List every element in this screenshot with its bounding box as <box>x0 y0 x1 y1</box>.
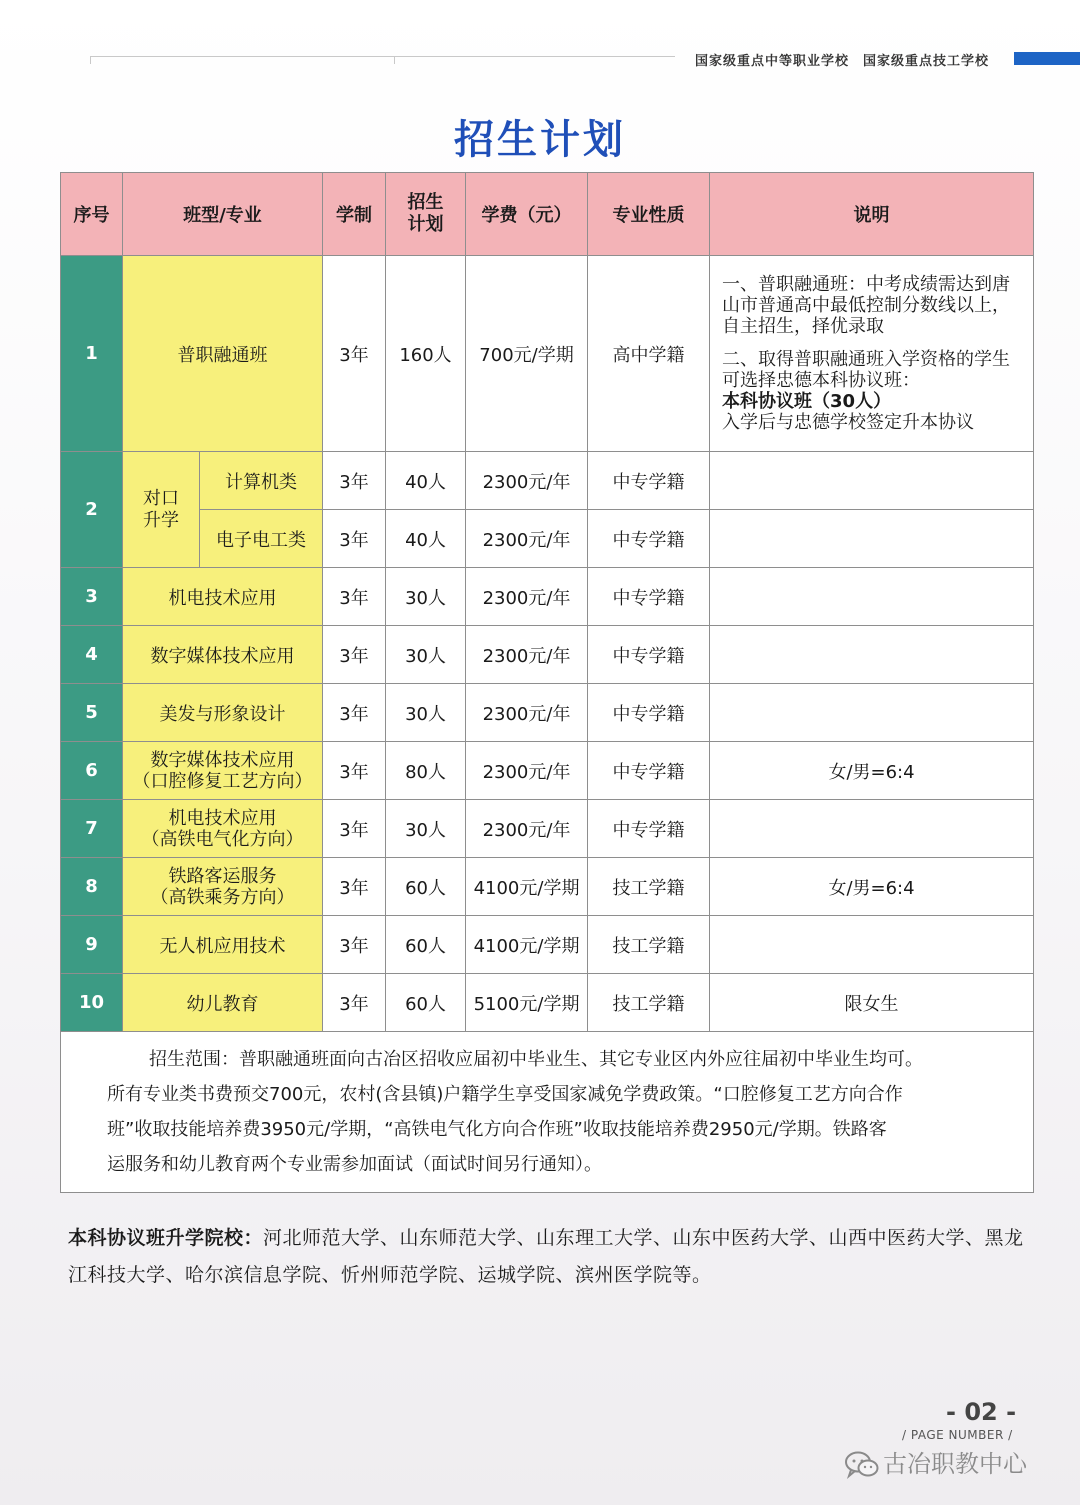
row-number: 2 <box>61 452 123 568</box>
row-fee: 4100元/学期 <box>466 916 588 974</box>
row-plan: 30人 <box>386 626 466 684</box>
row-number: 6 <box>61 742 123 800</box>
header-plan <box>386 173 466 256</box>
row-note <box>710 452 1034 510</box>
row-note: 女/男=6:4 <box>710 858 1034 916</box>
page-number-label: / PAGE NUMBER / <box>902 1428 1013 1442</box>
row-major-line-2: （高铁电气化方向） <box>141 828 304 850</box>
page-number: - 02 - <box>946 1398 1017 1426</box>
account-name: 古冶职教中心 <box>883 1450 1027 1478</box>
row-years: 3年 <box>323 800 386 858</box>
header-years: 学制 <box>323 173 386 256</box>
row-plan: 30人 <box>386 684 466 742</box>
table-row <box>61 452 1034 510</box>
header-no: 序号 <box>61 173 123 256</box>
scope-line-4: 运服务和幼儿教育两个专业需参加面试（面试时间另行通知）。 <box>107 1154 602 1175</box>
header-tag-technical-school: 国家级重点技工学校 <box>863 54 990 69</box>
row-fee: 5100元/学期 <box>466 974 588 1032</box>
table-footer-row <box>61 1032 1034 1193</box>
row-major-line-1: 机电技术应用 <box>168 807 277 829</box>
row-nature: 中专学籍 <box>588 510 710 568</box>
row-group <box>123 452 200 568</box>
header-tags <box>695 50 1003 69</box>
row-years: 3年 <box>323 974 386 1032</box>
wechat-icon <box>845 1451 879 1479</box>
row-note <box>710 626 1034 684</box>
enrollment-plan-table <box>60 172 1034 1193</box>
row-major <box>123 800 323 858</box>
table-row <box>61 626 1034 684</box>
row-years: 3年 <box>323 568 386 626</box>
row-years: 3年 <box>323 256 386 452</box>
note-paragraph-3: 入学后与忠德学校签定升本协议 <box>722 412 975 433</box>
row-major: 机电技术应用 <box>123 568 323 626</box>
row-major: 无人机应用技术 <box>123 916 323 974</box>
row-fee: 2300元/年 <box>466 684 588 742</box>
row-major-line-2: （口腔修复工艺方向） <box>132 770 313 792</box>
row-years: 3年 <box>323 626 386 684</box>
row-nature: 中专学籍 <box>588 452 710 510</box>
enrollment-scope-note <box>61 1032 1034 1193</box>
row-note <box>710 510 1034 568</box>
partner-list: 河北师范大学、山东师范大学、山东理工大学、山东中医药大学、山西中医药大学、黑龙江科技大学、哈尔滨信息学院、忻州师范学院、运城学院、滨州医学院等。 <box>68 1227 1024 1286</box>
row-note <box>710 800 1034 858</box>
row-note: 女/男=6:4 <box>710 742 1034 800</box>
row-plan: 160人 <box>386 256 466 452</box>
row-plan: 80人 <box>386 742 466 800</box>
row-nature: 高中学籍 <box>588 256 710 452</box>
row-number: 1 <box>61 256 123 452</box>
header-fee: 学费（元） <box>466 173 588 256</box>
row-nature: 中专学籍 <box>588 626 710 684</box>
table-row <box>61 742 1034 800</box>
row-plan: 30人 <box>386 800 466 858</box>
row-major-line-2: （高铁乘务方向） <box>150 886 295 908</box>
header-tag-secondary-school: 国家级重点中等职业学校 <box>695 54 850 69</box>
row-fee: 700元/学期 <box>466 256 588 452</box>
row-major: 美发与形象设计 <box>123 684 323 742</box>
note-paragraph-2: 二、取得普职融通班入学资格的学生可选择忠德本科协议班： <box>722 349 1011 391</box>
note-paragraph-1: 一、普职融通班：中考成绩需达到唐山市普通高中最低控制分数线以上，自主招生，择优录取 <box>722 274 1011 337</box>
row-plan: 40人 <box>386 510 466 568</box>
row-years: 3年 <box>323 452 386 510</box>
row-fee: 2300元/年 <box>466 568 588 626</box>
row-number: 7 <box>61 800 123 858</box>
row-fee: 2300元/年 <box>466 742 588 800</box>
row-major: 计算机类 <box>200 452 323 510</box>
row-note <box>710 256 1034 452</box>
scope-line-2: 所有专业类书费预交700元，农村(含县镇)户籍学生享受国家减免学费政策。“口腔修复工艺方向合作 <box>107 1084 903 1105</box>
scope-line-1: 招生范围：普职融通班面向古冶区招收应届初中毕业生、其它专业区内外应往届初中毕业生均可。 <box>149 1049 923 1070</box>
row-group-label: 对口升学 <box>143 487 179 531</box>
row-fee: 2300元/年 <box>466 452 588 510</box>
row-nature: 技工学籍 <box>588 858 710 916</box>
row-fee: 2300元/年 <box>466 626 588 684</box>
partner-universities <box>68 1220 1033 1294</box>
header-rule-tick <box>394 56 395 64</box>
page-title: 招生计划 <box>454 117 626 163</box>
row-note <box>710 568 1034 626</box>
row-nature: 中专学籍 <box>588 800 710 858</box>
header-rule <box>90 56 675 57</box>
row-major: 幼儿教育 <box>123 974 323 1032</box>
row-years: 3年 <box>323 742 386 800</box>
header-rule-tick <box>90 56 91 64</box>
row-major <box>123 858 323 916</box>
table-row <box>61 916 1034 974</box>
row-plan: 40人 <box>386 452 466 510</box>
row-years: 3年 <box>323 510 386 568</box>
row-fee: 2300元/年 <box>466 510 588 568</box>
row-major: 电子电工类 <box>200 510 323 568</box>
row-major: 数字媒体技术应用 <box>123 626 323 684</box>
table-row <box>61 568 1034 626</box>
row-number: 10 <box>61 974 123 1032</box>
row-number: 4 <box>61 626 123 684</box>
header-nature: 专业性质 <box>588 173 710 256</box>
row-fee: 2300元/年 <box>466 800 588 858</box>
partner-label: 本科协议班升学院校： <box>68 1227 264 1249</box>
table-header-row <box>61 173 1034 256</box>
row-number: 3 <box>61 568 123 626</box>
table-row <box>61 858 1034 916</box>
header-plan-text: 招生计划 <box>407 192 444 235</box>
row-plan: 60人 <box>386 858 466 916</box>
row-plan: 60人 <box>386 916 466 974</box>
row-years: 3年 <box>323 916 386 974</box>
header-accent-bar <box>1014 52 1080 65</box>
row-years: 3年 <box>323 858 386 916</box>
table-row <box>61 510 1034 568</box>
row-major-line-1: 数字媒体技术应用 <box>150 749 295 771</box>
table-row <box>61 974 1034 1032</box>
row-note <box>710 916 1034 974</box>
row-nature: 中专学籍 <box>588 742 710 800</box>
account-watermark <box>845 1444 1027 1479</box>
row-years: 3年 <box>323 684 386 742</box>
row-major-line-1: 铁路客运服务 <box>168 865 277 887</box>
row-nature: 中专学籍 <box>588 684 710 742</box>
header-major: 班型/专业 <box>123 173 323 256</box>
header-note: 说明 <box>710 173 1034 256</box>
row-major <box>123 742 323 800</box>
row-plan: 60人 <box>386 974 466 1032</box>
row-plan: 30人 <box>386 568 466 626</box>
row-note: 限女生 <box>710 974 1034 1032</box>
row-major: 普职融通班 <box>123 256 323 452</box>
row-number: 5 <box>61 684 123 742</box>
row-note <box>710 684 1034 742</box>
row-nature: 技工学籍 <box>588 974 710 1032</box>
scope-line-3: 班”收取技能培养费3950元/学期，“高铁电气化方向合作班”收取技能培养费2950元/学期。铁路客 <box>107 1119 887 1140</box>
table-row <box>61 684 1034 742</box>
row-fee: 4100元/学期 <box>466 858 588 916</box>
row-nature: 技工学籍 <box>588 916 710 974</box>
note-bachelor-class: 本科协议班（30人） <box>722 391 892 412</box>
row-number: 8 <box>61 858 123 916</box>
row-number: 9 <box>61 916 123 974</box>
row-nature: 中专学籍 <box>588 568 710 626</box>
table-row <box>61 256 1034 452</box>
table-row <box>61 800 1034 858</box>
